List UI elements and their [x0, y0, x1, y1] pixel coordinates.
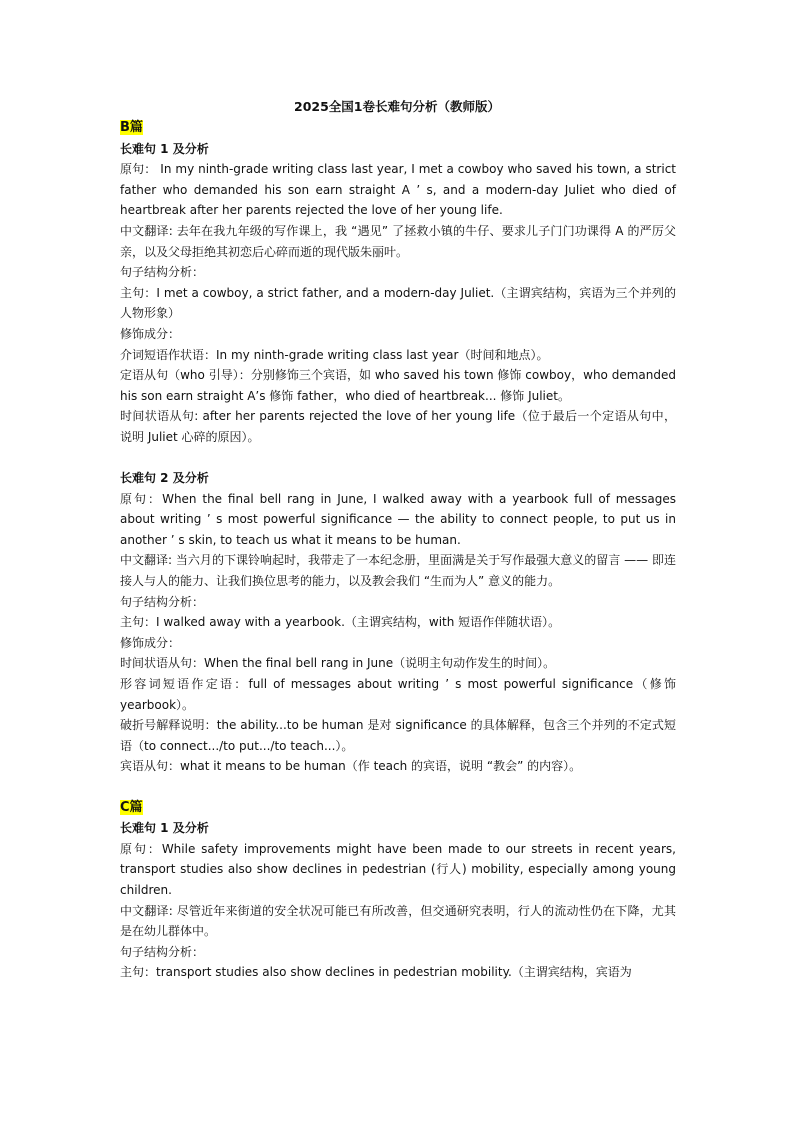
- document-title: 2025全国1卷长难句分析（教师版）: [294, 99, 500, 114]
- sentence-heading: 长难句 1 及分析: [120, 141, 209, 156]
- main-clause: 主句：transport studies also show declines in pedestrian mobility.（主谓宾结构，宾语为: [120, 965, 632, 980]
- sentence-heading: 长难句 1 及分析: [120, 821, 209, 836]
- modifier-item: 时间状语从句：When the final bell rang in June（说明主句动作发生的时间）。: [120, 656, 556, 671]
- main-clause: 主句：I walked away with a yearbook.（主谓宾结构，with 短语作伴随状语）。: [120, 615, 561, 630]
- modifier-item: 破折号解释说明：the ability...to be human 是对 significance 的具体解释，包含三个并列的不定式短语（to connect.../to put.../to teach...）。: [120, 718, 676, 753]
- section-b-label: B篇: [120, 120, 143, 135]
- document-body: [120, 118, 676, 983]
- section-c-label: C篇: [120, 799, 143, 815]
- original-sentence: 原句： In my ninth-grade writing class last year, I met a cowboy who saved his town, a strict father who demanded his son earn straight A ’ s, and a modern-day Juliet who died of heartbreak after her parents rejected the love of her young life.: [120, 162, 676, 218]
- chinese-translation: 中文翻译: 尽管近年来街道的安全状况可能已有所改善，但交通研究表明，行人的流动性仍在下降，尤其是在幼儿群体中。: [120, 903, 676, 939]
- modifier-item: 形容词短语作定语：full of messages about writing ’ s most powerful significance（修饰 yearbook）。: [120, 677, 676, 712]
- paragraph-gap: [120, 448, 676, 469]
- chinese-translation: 中文翻译: 去年在我九年级的写作课上，我 “遇见” 了拯救小镇的牛仔、要求儿子门门功课得 A 的严厉父亲，以及父母拒绝其初恋后心碎而逝的现代版朱丽叶。: [120, 223, 676, 259]
- original-sentence: 原句：When the final bell rang in June, I walked away with a yearbook full of messages about writing ’ s most powerful significance — the ability to connect people, to put us in another ’ s skin, to teach us what it means to be human.: [120, 491, 676, 547]
- original-sentence: 原句：While safety improvements might have been made to our streets in recent years, transport studies also show declines in pedestrian (行人) mobility, especially among young children.: [120, 841, 676, 897]
- paragraph-gap: [120, 777, 676, 798]
- modifier-label: 修饰成分：: [120, 326, 181, 341]
- modifier-item: 定语从句（who 引导）：分别修饰三个宾语，如 who saved his town 修饰 cowboy，who demanded his son earn straight A’s 修饰 father，who died of heartbreak... 修饰 Juliet。: [120, 368, 676, 403]
- modifier-item: 宾语从句：what it means to be human（作 teach 的宾语，说明 “教会” 的内容）。: [120, 759, 582, 774]
- modifier-item: 时间状语从句: after her parents rejected the love of her young life（位于最后一个定语从句中，说明 Juliet 心碎的原因）。: [120, 409, 676, 444]
- main-clause: 主句：I met a cowboy, a strict father, and a modern-day Juliet.（主谓宾结构，宾语为三个并列的人物形象）: [120, 285, 676, 321]
- sentence-heading: 长难句 2 及分析: [120, 471, 209, 486]
- chinese-translation: 中文翻译: 当六月的下课铃响起时，我带走了一本纪念册，里面满是关于写作最强大意义的留言 —— 即连接人与人的能力、让我们换位思考的能力，以及教会我们 “生而为人” 意义的能力。: [120, 553, 676, 589]
- structure-label: 句子结构分析：: [120, 265, 205, 280]
- structure-label: 句子结构分析：: [120, 944, 205, 959]
- modifier-item: 介词短语作状语：In my ninth-grade writing class last year（时间和地点）。: [120, 347, 549, 362]
- modifier-label: 修饰成分：: [120, 635, 181, 650]
- structure-label: 句子结构分析：: [120, 594, 205, 609]
